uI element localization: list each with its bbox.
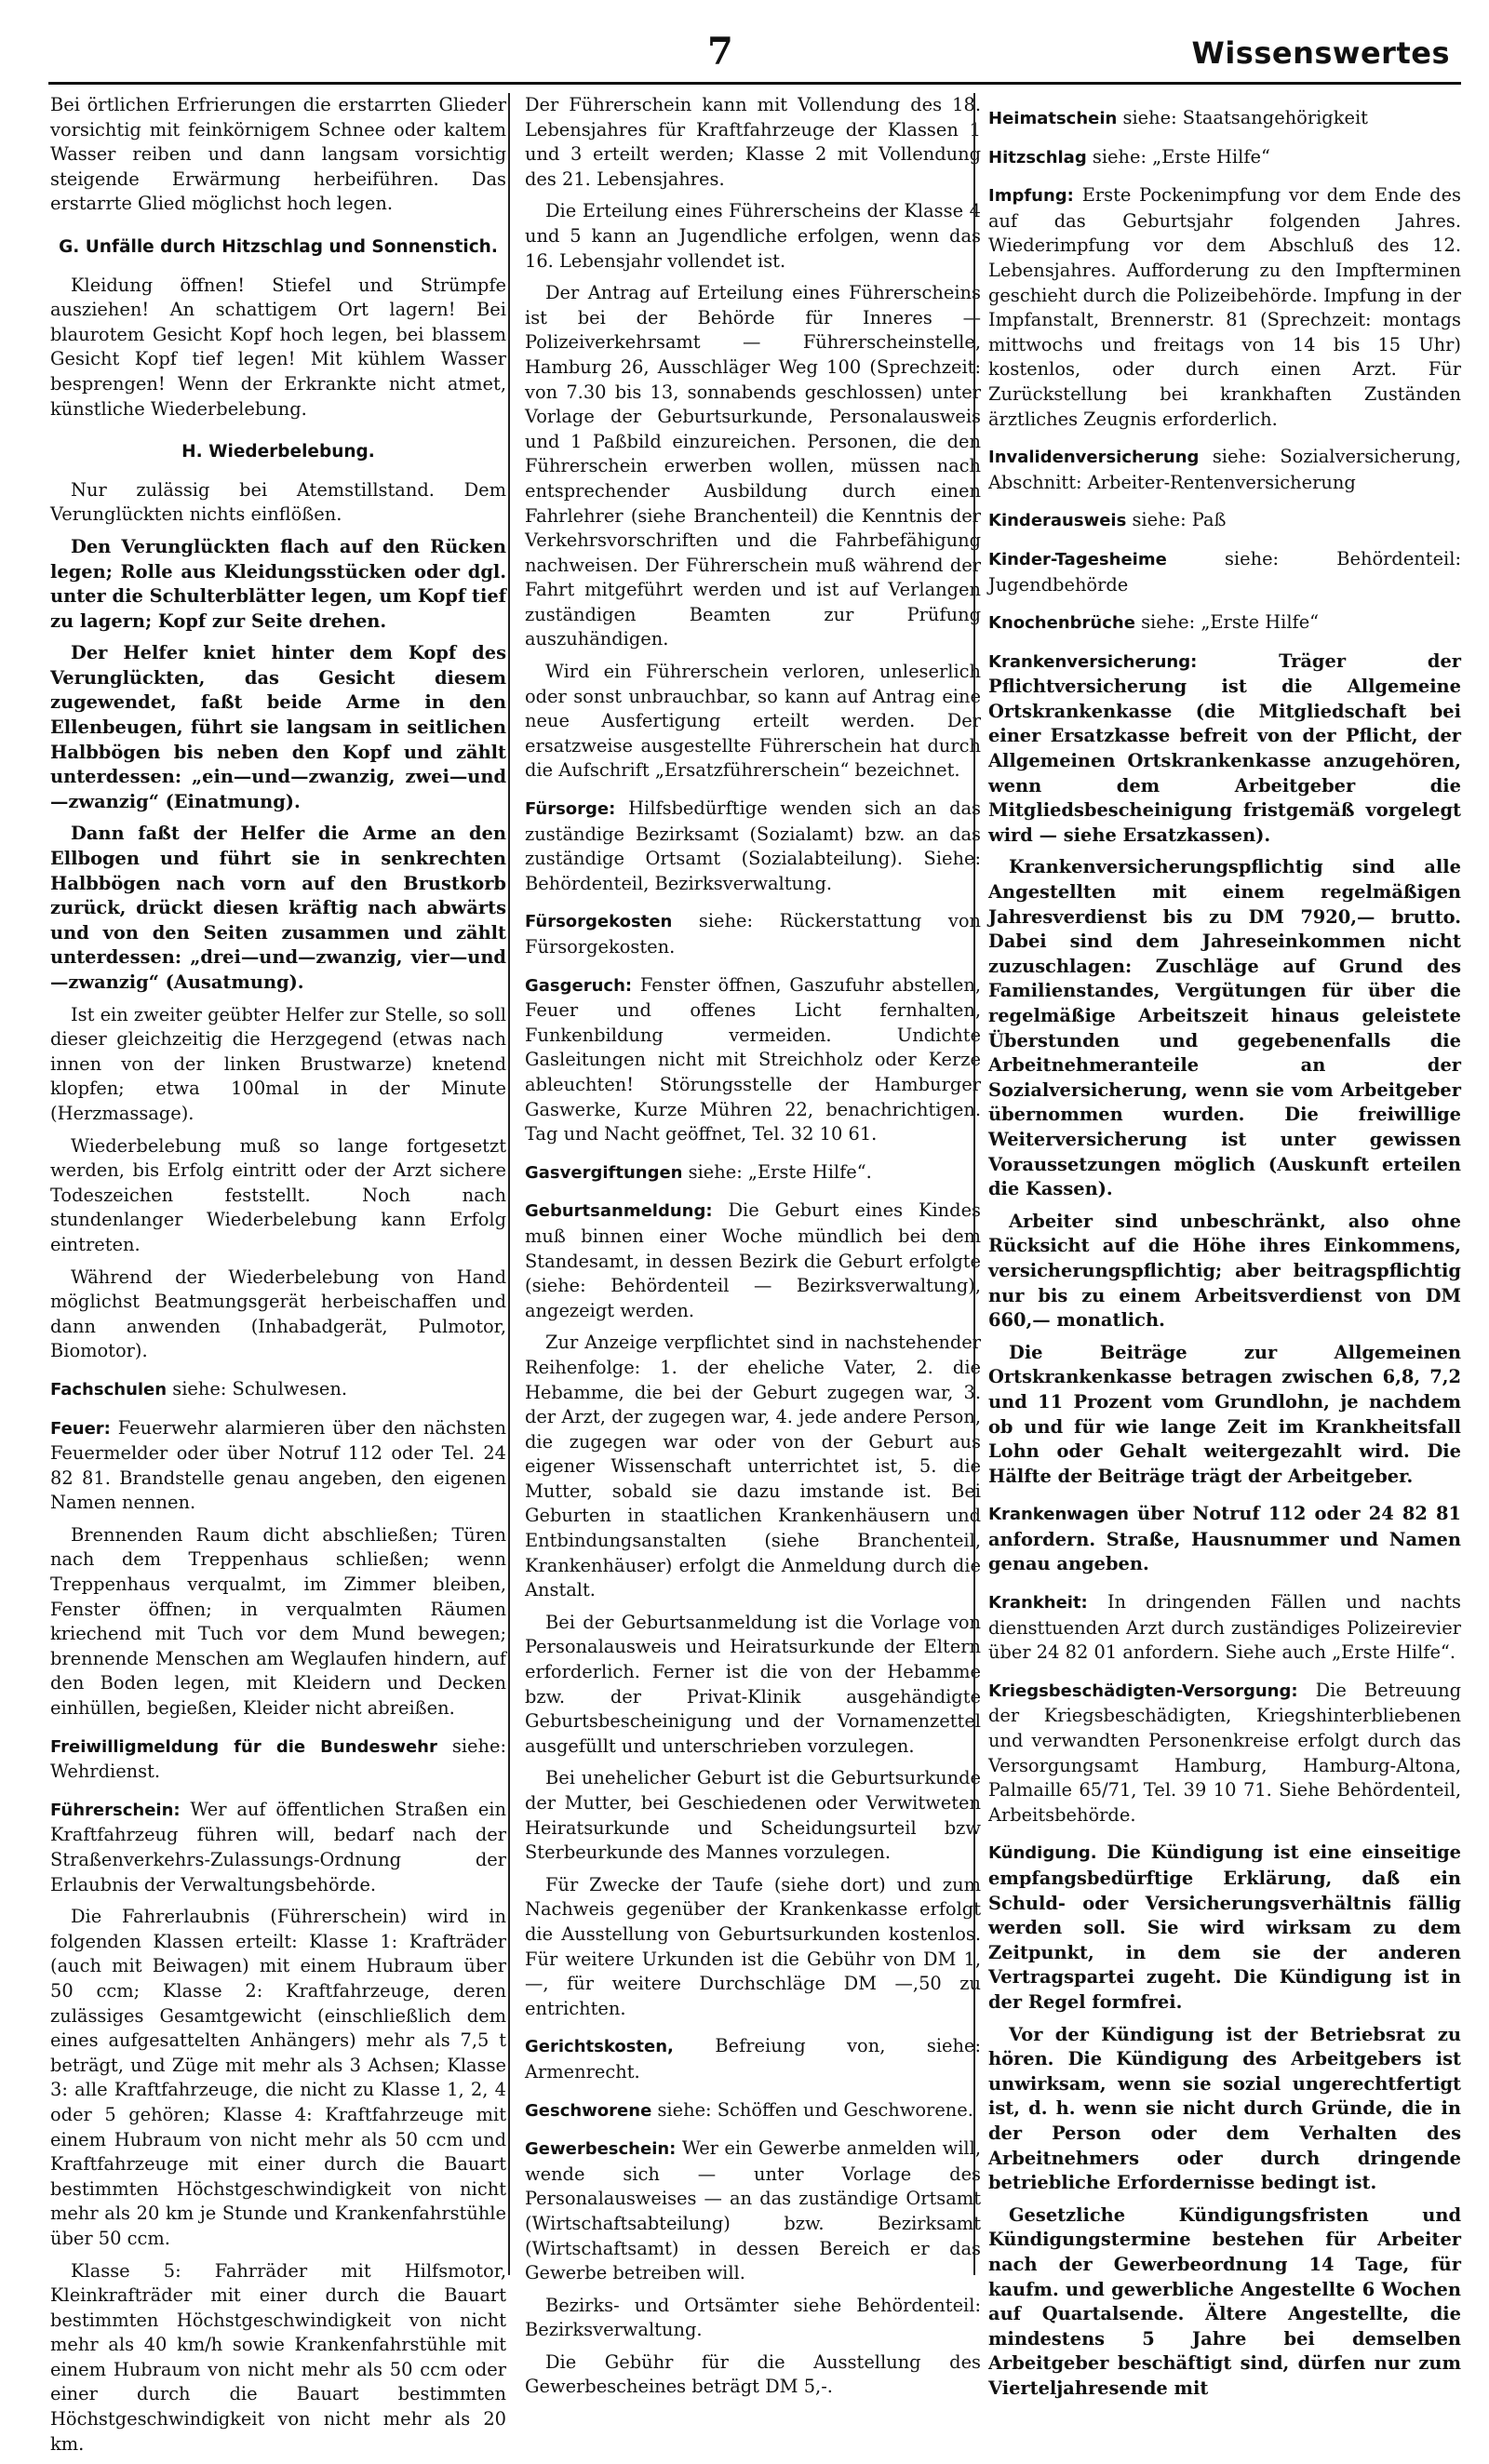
paragraph: Arbeiter sind unbeschränkt, also ohne Rücksicht auf die Höhe ihres Einkommens, versicherungspflichtig; aber beitragspflichtig nur bis zu einem Arbeitsverdienst von DM 660,— monatlich. — [988, 1210, 1461, 1332]
paragraph: Gesetzliche Kündigungsfristen und Kündigungstermine bestehen für Arbeiter nach der Gewerbeordnung 14 Tage, für kaufm. und gewerbliche Angestellte 6 Wochen auf Quartalsende. Ältere Angestellte, die mindestens 5 Jahre bei demselben Arbeitgeber beschäftigt sind, dürfen nur zum Vierteljahresende mit — [988, 2203, 1461, 2399]
paragraph: Der Antrag auf Erteilung eines Führerscheins ist bei der Behörde für Inneres — Polizeiverkehrsamt — Führerscheinstelle, Hamburg 26, Ausschläger Weg 100 (Sprechzeit: von 7.30 bis 13, sonnabends geschlossen) unter Vorlage der Geburtsurkunde, Personalausweis und 1 Paßbild einzureichen. Personen, die den Führerschein erwerben wollen, müssen nach entsprechender Ausbildung durch einen Fahrlehrer (siehe Branchenteil) die Kenntnis der Verkehrsvorschriften und die Fahrbefähigung nachweisen. Der Führerschein muß während der Fahrt mitgeführt werden und ist auf Verlangen zuständigen Beamten zur Prüfung auszuhändigen. — [525, 282, 981, 650]
entry-text: Feuerwehr alarmieren über den nächsten Feuermelder oder über Notruf 112 oder Tel. 24 82 81. Brandstelle genau angeben, den eigenen Namen nennen. — [50, 1416, 506, 1514]
entry-text: Befreiung von, siehe: Armenrecht. — [525, 2035, 981, 2082]
paragraph: Der Helfer kniet hinter dem Kopf des Verunglückten, das Gesicht diesem zugewendet, faßt beide Arme in den Ellenbeugen, führt sie langsam in seitlichen Halbbögen bis neben den Kopf und zählt unterdessen: „ein—und—zwanzig, zwei—und—zwanzig“ (Einatmung). — [50, 642, 506, 812]
entry-term: Krankenwagen — [988, 1505, 1129, 1525]
entry-term: Hitzschlag — [988, 147, 1087, 167]
glossary-entry — [50, 1416, 506, 1516]
section-heading: G. Unfälle durch Hitzschlag und Sonnenstich. — [59, 236, 498, 257]
entry-text: siehe: „Erste Hilfe“ — [1134, 611, 1320, 634]
glossary-entry — [525, 2136, 981, 2286]
entry-term: Kriegsbeschädigten-Versorgung: — [988, 1681, 1298, 1701]
entry-text: siehe: Schulwesen. — [167, 1377, 348, 1399]
glossary-entry — [988, 610, 1461, 636]
glossary-entry — [988, 183, 1461, 432]
paragraph: Ist ein zweiter geübter Helfer zur Stelle, so soll dieser gleichzeitig die Herzgegend (etwas nach innen von der linken Brustwarze) knetend klopfen; etwa 100mal in der Minute (Herzmassage). — [50, 1003, 506, 1124]
paragraph: Brennenden Raum dicht abschließen; Türen nach dem Treppenhaus schließen; wenn Treppenhaus verqualmt, im Zimmer bleiben, Fenster öffnen; in verqualmten Räumen kriechend mit Tuch vor dem Mund bewegen; brennende Menschen am Weglaufen hindern, auf den Boden legen, mit Kleidern und Decken einhüllen, begießen, Kleider nicht abreißen. — [50, 1523, 506, 1720]
entry-term: Freiwilligmeldung für die Bundeswehr — [50, 1736, 437, 1757]
entry-text: siehe: „Erste Hilfe“. — [682, 1160, 872, 1183]
paragraph: Dann faßt der Helfer die Arme an den Ellbogen und führt sie in senkrechten Halbbögen nach vorn auf den Brustkorb zurück, drückt diesen kräftig nach abwärts und von den Seiten zusammen und zählt unterdessen: „drei—und—zwanzig, vier—und—zwanzig“ (Ausatmung). — [50, 823, 506, 993]
column-rule-1 — [508, 93, 510, 2275]
entry-text: siehe: Wehrdienst. — [50, 1734, 506, 1783]
paragraph: Zur Anzeige verpflichtet sind in nachstehender Reihenfolge: 1. der eheliche Vater, 2. die Hebamme, die bei der Geburt zugegen war, 3. der Arzt, der zugegen war, 4. jede andere Person, die zugegen war oder von der Geburt aus eigener Wissenschaft unterrichtet ist, 5. die Mutter, sobald sie dazu imstande ist. Bei Geburten in staatlichen Krankenhäusern und Entbindungsanstalten (siehe Branchenteil, Krankenhäuser) erfolgt die Anmeldung durch die Anstalt. — [525, 1332, 981, 1601]
glossary-entry — [50, 1734, 506, 1785]
paragraph: Bei örtlichen Erfrierungen die erstarrten Glieder vorsichtig mit feinkörnigem Schnee oder kaltem Wasser reiben und dann langsam vorsichtig steigende Erwärmung herbeiführen. Das erstarrte Glied möglichst hoch legen. — [50, 94, 506, 215]
paragraph: Vor der Kündigung ist der Betriebsrat zu hören. Die Kündigung des Arbeitgebers ist unwirksam, wenn sie sozial ungerechtfertigt ist, d. h. wenn sie nicht durch Gründe, die in der Person oder dem Verhalten des Arbeitnehmers oder durch dringende betriebliche Erfordernisse bedingt ist. — [988, 2023, 1461, 2194]
entry-term: Feuer: — [50, 1418, 111, 1439]
glossary-entry — [50, 1377, 506, 1403]
paragraph: Krankenversicherungspflichtig sind alle Angestellten mit einem regelmäßigen Jahresverdienst bis zu DM 7920,— brutto. Dabei sind dem Jahreseinkommen nicht zuzuschlagen: Zuschläge auf Grund des Familienstandes, Vergütungen für über die regelmäßige Arbeitszeit hinaus geleistete Überstunden und gegebenenfalls die Arbeitnehmeranteile an der Sozialversicherung, wenn sie vom Arbeitgeber übernommen wurden. Die freiwillige Weiterversicherung ist unter gewissen Voraussetzungen möglich (Auskunft erteilen die Kassen). — [988, 856, 1461, 1200]
glossary-entry — [988, 106, 1461, 132]
entry-term: Fachschulen — [50, 1379, 168, 1399]
entry-term: Kündigung. — [988, 1843, 1097, 1864]
glossary-entry — [525, 1160, 981, 1186]
paragraph: Bei der Geburtsanmeldung ist die Vorlage von Personalausweis und Heiratsurkunde der Eltern erforderlich. Ferner ist die von der Hebamme bzw. der Privat-Klinik ausgehändigte Geburtsbescheinigung und der Vornamenzettel ausgefüllt und unterschrieben vorzulegen. — [525, 1611, 981, 1757]
glossary-entry — [525, 973, 981, 1147]
entry-term: Heimatschein — [988, 109, 1118, 128]
entry-text: Hilfsbedürftige wenden sich an das zuständige Bezirksamt (Sozialamt) bzw. an das zuständige Ortsamt (Sozialabteilung). Siehe: Behördenteil, Bezirksverwaltung. — [525, 797, 981, 894]
glossary-entry — [525, 797, 981, 896]
entry-term: Krankenversicherung: — [988, 651, 1198, 672]
paragraph: Wiederbelebung muß so lange fortgesetzt werden, bis Erfolg eintritt oder der Arzt sichere Todeszeichen feststellt. Noch nach stundenlanger Wiederbelebung kann Erfolg eintreten. — [50, 1134, 506, 1255]
glossary-entry — [988, 649, 1461, 849]
entry-text: Träger der Pflichtversicherung ist die Allgemeine Ortskrankenkasse (die Mitgliedschaft bei einer Ersatzkasse befreit von der Pflicht, der Allgemeinen Ortskrankenkasse anzugehören, wenn dem Arbeitgeber die Mitgliedsbescheinigung fristgemäß vorgelegt wird — siehe Ersatzkassen). — [988, 649, 1461, 846]
running-head: Wissenswertes — [1191, 35, 1450, 71]
paragraph: Bei unehelicher Geburt ist die Geburtsurkunde der Mutter, bei Geschiedenen oder Verwitweten Heiratsurkunde und Scheidungsurteil bzw Sterbeurkunde des Mannes vorzulegen. — [525, 1767, 981, 1864]
entry-text: Wer ein Gewerbe anmelden will, wende sich — unter Vorlage des Personalausweises — an das zuständige Ortsamt (Wirtschaftsabteilung) bzw. Bezirksamt (Wirtschaftsamt) in dessen Bereich er das Gewerbe betreiben will. — [525, 2137, 981, 2284]
paragraph: Der Führerschein kann mit Vollendung des 18. Lebensjahres für Kraftfahrzeuge der Klassen 1 und 3 erteilt werden; Klasse 2 mit Vollendung des 21. Lebensjahres. — [525, 94, 981, 190]
glossary-entry — [988, 1679, 1461, 1828]
paragraph: Kleidung öffnen! Stiefel und Strümpfe ausziehen! An schattigem Ort lagern! Bei blaurotem Gesicht Kopf hoch legen, bei blassem Gesicht Kopf tief legen! Mit kühlem Wasser besprengen! Wenn der Erkrankte nicht atmet, künstliche Wiederbelebung. — [50, 274, 506, 420]
glossary-entry — [988, 547, 1461, 597]
entry-term: Gerichtskosten, — [525, 2037, 674, 2057]
glossary-entry — [988, 1502, 1461, 1577]
entry-term: Kinderausweis — [988, 511, 1127, 531]
column-rule-2 — [973, 93, 975, 2275]
paragraph: Die Gebühr für die Ausstellung des Gewerbescheines beträgt DM 5,-. — [525, 2350, 981, 2398]
entry-term: Knochenbrüche — [988, 613, 1135, 634]
entry-text: siehe: Paß — [1126, 509, 1227, 531]
entry-text: Erste Pockenimpfung vor dem Ende des auf das Geburtsjahr folgenden Jahres. Wiederimpfung vor dem Abschluß des 12. Lebensjahres. Aufforderung zu den Impfterminen geschieht durch die Polizeibehörde. Impfung in der Impfanstalt, Brennerstr. 81 (Sprechzeit: montags mittwochs und freitags von 14 bis 15 Uhr) kostenlos, oder durch einen Arzt. Für Zurückstellung bei krankhaften Zuständen ärztliches Zeugnis erforderlich. — [988, 184, 1461, 430]
column-right — [988, 93, 1461, 2408]
column-left — [50, 93, 506, 2464]
entry-text: über Notruf 112 oder 24 82 81 anfordern. Straße, Hausnummer und Namen genau angeben. — [988, 1503, 1461, 1575]
entry-text: siehe: Behördenteil: Jugendbehörde — [988, 547, 1461, 596]
entry-term: Gewerbeschein: — [525, 2139, 677, 2160]
paragraph: Die Erteilung eines Führerscheins der Klasse 4 und 5 kann an Jugendliche erfolgen, wenn das 16. Lebensjahr vollendet ist. — [525, 200, 981, 272]
paragraph: Nur zulässig bei Atemstillstand. Dem Verunglückten nichts einflößen. — [50, 478, 506, 526]
entry-term: Geschworene — [525, 2100, 652, 2121]
entry-term: Geburtsanmeldung: — [525, 1201, 713, 1222]
paragraph: Wird ein Führerschein verloren, unleserlich oder sonst unbrauchbar, so kann auf Antrag eine neue Ausfertigung erteilt werden. Der ersatzweise ausgestellte Führerschein hat durch die Aufschrift „Ersatzführerschein“ bezeichnet. — [525, 661, 981, 782]
paragraph: Die Beiträge zur Allgemeinen Ortskrankenkasse betragen zwischen 6,8, 7,2 und 11 Prozent vom Grundlohn, je nachdem ob und für wie lange Zeit im Krankheitsfall Lohn oder Gehalt weitergezahlt wird. Die Hälfte der Beiträge trägt der Arbeitgeber. — [988, 1341, 1461, 1487]
entry-text: Die Geburt eines Kindes muß binnen einer Woche mündlich bei dem Standesamt, in dessen Bezirk die Geburt erfolgte (siehe: Behördenteil — Bezirksverwaltung), angezeigt werden. — [525, 1199, 981, 1321]
entry-text: siehe: Sozialversicherung, Abschnitt: Arbeiter-Rentenversicherung — [988, 446, 1461, 493]
glossary-entry — [50, 1798, 506, 1897]
paragraph: Den Verunglückten flach auf den Rücken legen; Rolle aus Kleidungsstücken oder dgl. unter die Schulterblätter legen, um Kopf tief zu lagern; Kopf zur Seite drehen. — [50, 535, 506, 632]
paragraph: Für Zwecke der Taufe (siehe dort) und zum Nachweis gegenüber der Krankenkasse erfolgt die Ausstellung von Geburtsurkunden kostenlos. Für weitere Urkunden ist die Gebühr von DM 1,—, für weitere Durchschläge DM —,50 zu entrichten. — [525, 1873, 981, 2019]
glossary-entry — [525, 1199, 981, 1323]
entry-term: Impfung: — [988, 186, 1074, 207]
paragraph: Die Fahrerlaubnis (Führerschein) wird in folgenden Klassen erteilt: Klasse 1: Krafträder (auch mit Beiwagen) mit einem Hubraum über 50 ccm; Klasse 2: Kraftfahrzeuge, deren zulässiges Gesamtgewicht (einschließlich dem eines aufgesattelten Anhängers) mehr als 7,5 t beträgt, und Züge mit mehr als 3 Achsen; Klasse 3: alle Kraftfahrzeuge, die nicht zu Klasse 1, 2, 4 oder 5 gehören; Klasse 4: Kraftfahrzeuge mit einem Hubraum von nicht mehr als 50 ccm und Kraftfahrzeuge mit einer durch die Bauart bestimmten Höchstgeschwindigkeit von nicht mehr als 20 km je Stunde und Krankenfahrstühle über 50 ccm. — [50, 1906, 506, 2249]
entry-text: siehe: „Erste Hilfe“ — [1086, 145, 1270, 167]
entry-term: Kinder-Tagesheime — [988, 549, 1167, 569]
entry-text: Wer auf öffentlichen Straßen ein Kraftfahrzeug führen will, bedarf nach der Straßenverkehrs-Zulassungs-Ordnung der Erlaubnis der Verwaltungsbehörde. — [50, 1798, 506, 1895]
paragraph: Klasse 5: Fahrräder mit Hilfsmotor, Kleinkrafträder mit einer durch die Bauart bestimmten Höchstgeschwindigkeit von nicht mehr als 40 km/h sowie Krankenfahrstühle mit einem Hubraum von nicht mehr als 50 ccm oder einer durch die Bauart bestimmten Höchstgeschwindigkeit von nicht mehr als 20 km. — [50, 2259, 506, 2455]
entry-text: Die Betreuung der Kriegsbeschädigten, Kriegshinterbliebenen und verwandten Personenkreise erfolgt durch das Versorgungsamt Hamburg, Hamburg-Altona, Palmaille 65/71, Tel. 39 10 71. Siehe Behördenteil, Arbeitsbehörde. — [988, 1679, 1461, 1826]
page-number: 7 — [707, 30, 733, 74]
entry-term: Gasgeruch: — [525, 975, 633, 996]
glossary-entry — [988, 145, 1461, 171]
glossary-entry — [525, 2034, 981, 2084]
glossary-entry — [988, 1590, 1461, 1666]
glossary-entry — [988, 508, 1461, 534]
glossary-entry — [988, 445, 1461, 495]
entry-text: In dringenden Fällen und nachts diensttuenden Arzt durch zuständiges Polizeirevier über 24 82 01 anfordern. Siehe auch „Erste Hilfe“. — [988, 1591, 1461, 1664]
entry-text: siehe: Rückerstattung von Fürsorgekosten. — [525, 910, 981, 957]
entry-term: Invalidenversicherung — [988, 448, 1200, 468]
entry-text: siehe: Staatsangehörigkeit — [1117, 107, 1368, 128]
glossary-entry — [525, 909, 981, 959]
entry-text: Fenster öffnen, Gaszufuhr abstellen, Feuer und offenes Licht fernhalten, Funkenbildung vermeiden. Undichte Gasleitungen nicht mit Streichholz oder Kerze ableuchten! Störungsstelle der Hamburger Gaswerke, Kurze Mühren 22, benachrichtigen. Tag und Nacht geöffnet, Tel. 32 10 61. — [525, 973, 981, 1145]
paragraph: Während der Wiederbelebung von Hand möglichst Beatmungsgerät herbeischaffen und dann anwenden (Inhabadgerät, Pulmotor, Biomotor). — [50, 1265, 506, 1362]
column-middle — [525, 93, 981, 2407]
entry-term: Gasvergiftungen — [525, 1162, 683, 1183]
entry-term: Fürsorge: — [525, 799, 616, 820]
glossary-entry — [525, 2098, 981, 2124]
entry-term: Führerschein: — [50, 1800, 181, 1820]
glossary-entry — [988, 1841, 1461, 2015]
paragraph: Bezirks- und Ortsämter siehe Behördenteil: Bezirksverwaltung. — [525, 2294, 981, 2341]
entry-text: Die Kündigung ist eine einseitige empfangsbedürftige Erklärung, daß ein Schuld- oder Versicherungsverhältnis fällig werden soll. Sie wird wirksam zu dem Zeitpunkt, in dem sie der anderen Vertragspartei zugeht. Die Kündigung ist in der Regel formfrei. — [988, 1841, 1461, 2013]
entry-text: siehe: Schöffen und Geschworene. — [651, 2098, 973, 2121]
entry-term: Krankheit: — [988, 1593, 1088, 1614]
entry-term: Fürsorgekosten — [525, 912, 673, 932]
header-rule — [48, 82, 1461, 85]
section-heading: H. Wiederbelebung. — [181, 442, 375, 462]
